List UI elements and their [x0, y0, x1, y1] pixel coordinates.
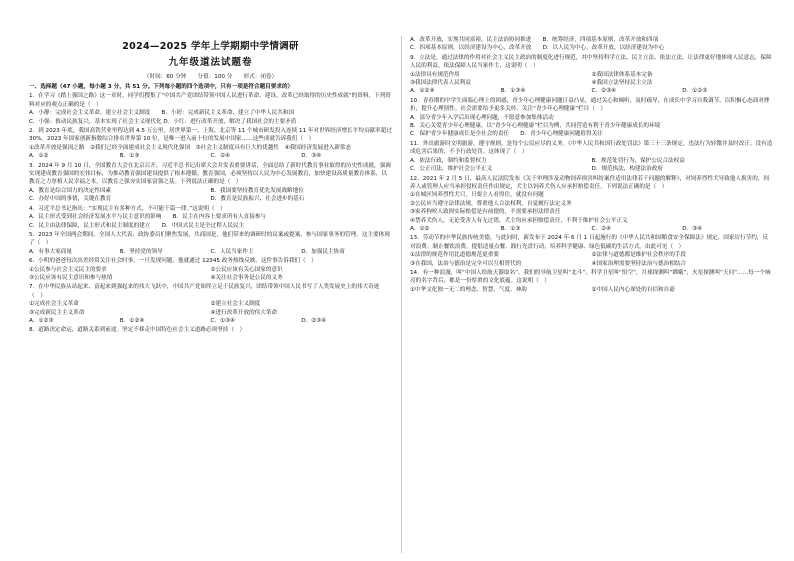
column-divider	[401, 36, 402, 553]
option-item: ②我国法律体系基本完备	[591, 71, 653, 78]
option-row	[29, 187, 392, 195]
exam-subtitle: 九年级道法试题卷	[168, 57, 253, 68]
option-item: ①完成社会主义革命	[29, 301, 79, 308]
option-item: ②公民应该有关心国家的意识	[210, 266, 283, 273]
text-line: ②公民应当遵守法律法规，尊重他人合法权利，自觉履行法定义务	[410, 200, 572, 207]
option-item: ①法律的规范作用比道德规范更重要	[410, 252, 499, 259]
option-item: D．②③④	[301, 317, 327, 324]
text-line: B．关心关爱青少年心理健康，以“青少年心理健康”栏目为例，共同营造有利于青少年健康成长的环境	[410, 123, 661, 130]
text-line: ③家养狗咬人致损实际赔偿是有前提的，不需要承担法律责任	[410, 209, 561, 216]
option-row	[410, 225, 773, 233]
option-item: ①公民参与社会主义民主的要求	[29, 266, 107, 273]
right-column	[410, 36, 773, 555]
option-item: ④关注社会事务是公民的义务	[210, 274, 283, 281]
option-item: B．规范处罚行为，保护公民合法权益	[591, 157, 685, 164]
text-line: ④禁养犬伤人，无论受害人有无过错，犬主均应承担赔偿责任，不利于维护社会公平正义	[410, 217, 628, 224]
option-item: ①法律具有规范作用	[410, 71, 460, 78]
option-item: ②中国人民内心深处的自信和自豪	[591, 286, 675, 293]
option-item: ④进行改革开放的伟大革命	[210, 309, 278, 316]
text-line: 6．小明的爸爸每次出差经常关注社会时事，一旦发现问题，他就通过 12345 政务热线反映。这件事告诉我们（ ）	[29, 258, 317, 265]
option-row	[29, 309, 392, 317]
option-row	[29, 195, 392, 203]
option-item: ①中华文化独一无二的理念、智慧、气度、神韵	[410, 286, 527, 293]
option-item: B．我国要坚持教育优先发展战略地位	[210, 187, 304, 194]
option-item: D．教育是民族振兴、社会进步的基石	[210, 196, 305, 203]
option-item: C．①③④	[210, 317, 236, 324]
text-line: C．保护青少年健康成长是全社会的责任 D．青少年心理健康问题值得关注	[410, 131, 603, 138]
option-item: A．依法行政，制约和监督权力	[410, 157, 487, 164]
option-row	[410, 87, 773, 95]
option-item: D．①②③	[682, 88, 708, 95]
option-item: B．坚持党的领导	[119, 248, 163, 255]
option-item: D．加强民主协商	[301, 248, 345, 255]
text-line: 3．2024 年 9 月 10 日，全国教育大会在北京召开，习近平总书记出席大会并发表重要讲话，全面总结了新时代教育事业取得的历史性成就，强调实现建成教育强国的宏伟目标，为推动教育强国建设提供了根本遵循。教育强国，必须坚持以人民为中心发展教育，加快建设高质量教育体系，以教育之力厚植人民幸福之本，以教育之强夯实国家富强之基。下列说法正确的是（ ）	[29, 162, 391, 186]
option-row	[29, 248, 392, 256]
option-item: D．③④	[301, 153, 322, 160]
option-item: D．规范执法，构建法治政府	[591, 166, 663, 173]
left-column	[29, 36, 392, 555]
text-line: 11．外出旅游时文明旅游，遵守规则，是每个公民应尽的义务。《中华人民共和国行政处罚法》第三十三条规定，违法行为轻微并及时改正，没有造成危害后果的，不予行政处罚。这体现了（ ）	[410, 140, 773, 156]
text-line: ①改革开放是强国之路 ②我们已经全面建成社会主义现代化强国 ③社会主义制度具有巨大的优越性 ④我国经济发展进入新常态	[29, 144, 352, 151]
option-item: C．②④	[210, 153, 231, 160]
text-line: A．部分青少年入学后出现心理问题，不愿意参加集体活动	[410, 114, 554, 121]
text-line: 2．到 2023 年底，我国高铁营业里程达到 4.5 万公里，居世界第一。上海、北京等 11 个城市研发投入连续 11 年对世界经济增长平均贡献率超过 30%。2023 年国家创新指数综合排名世界第 10 位，是唯一进入前十位的发展中国家……这些成就告诉我们（ ）	[29, 128, 392, 143]
option-row	[410, 251, 773, 259]
option-item: A．①②④	[410, 88, 435, 95]
text-line: 14．有一种浪漫，叫“中国人给航天器取名”。我们的导航卫星叫“北斗”，科学卫星叫“悟空”，月球探测叫“嫦娥”，火星探测叫“天问”……每一个响亮的名字背后，都是一份厚重的文化底蕴。这说明（ ）	[410, 269, 771, 285]
option-item: ③在我国，法治与德治是完全可以互相替代的	[410, 260, 522, 267]
option-item: B．①③	[119, 153, 140, 160]
option-item: B．①③④	[500, 88, 526, 95]
option-item: ②法律与道德都是维护社会秩序的手段	[591, 252, 687, 259]
option-row	[29, 317, 392, 325]
text-line: C．小强：推动民族复兴，基本实现了社会主义现代化 D．小红：进行改革开放，解决了我国社会的主要矛盾	[29, 118, 297, 125]
exam-meta: （时间：60 分钟 分值：100 分 形式：闭卷）	[143, 74, 278, 80]
text-line: ①在城区饲养烈性犬只，只要主人看得住，就没有问题	[410, 192, 544, 199]
option-item: ③我国法律代表人民利益	[410, 80, 471, 87]
text-line: 5．2023 年全国两会期间，全国人大代表、政协委员们聚焦发展，共商国是，他们带来的调研时的议案或提案，参与国家事务的管理。这主要体现了（ ）	[29, 231, 390, 247]
option-item: C．②④	[591, 225, 612, 232]
option-row	[410, 157, 773, 165]
option-item: ③完成新民主主义革命	[29, 309, 85, 316]
text-line: C．四项基本原则，以经济建设为中心，改革开放 D．以人民为中心，改革开放，以经济建设为中心	[410, 45, 665, 52]
text-line: A．小静：完成社会主义革命，建立社会主义制度 B．小婷：完成新民主义革命，建立了中华人民共和国	[29, 110, 294, 117]
option-row	[410, 260, 773, 268]
text-line: C．民主由法律保障，民主形式和民主制度的建立 D．中国式民主是全过程人民民主	[29, 222, 245, 229]
text-line: 一、选择题（47 小题，每小题 3 分，共 51 分。下列每小题的四个选项中，只有一项是符合题目要求的）	[29, 84, 294, 90]
text-line: 9．立法是，通过法律的作用对社会主义民主政治的制度化进行规范，其中坚持科学立法、民主立法、依法立法，让法律更好地体现人民意志，保障人民的利益，依法保障人民当家作主，这说明（ ）	[410, 54, 772, 70]
option-row	[29, 152, 392, 160]
text-line: 1．在学习《踏上强国之路》这一章时，同学们搜集了“中国共产党团结带领中国人民进行革命、建设、改革已经取得的历史性成就”的资料，下列资料对应的观点正确的是（ ）	[29, 93, 391, 108]
option-row	[29, 274, 392, 282]
exam-title: 2024—2025 学年上学期期中学情调研	[122, 41, 299, 52]
text-line: 10．青春期的中学生面临心理上的困惑，青少年心理健康问题日益凸显，通过关心和倾听，及时疏导，在成长中学习自我调节，以积极心态面对挫折，提升心理韧性。社会需要给予更多关怀，关注“青少年心理健康”栏目（ ）	[410, 97, 770, 113]
text-line: 13．劳动节的中华民族传统美德，与此同时，新发布于 2024 年 6 月 1 日起施行的《中华人民共和国粮食安全保障法》规定，国家厉行节约，反对浪费。制止餐饮浪费，提倡适量点餐、践行光盘行动，培养科学健康、绿色低碳的生活方式。由此可见（ ）	[410, 235, 768, 250]
option-item: C．办好中国的事情，关键在教育	[29, 196, 112, 203]
option-row	[29, 266, 392, 274]
option-item: ②建立社会主义制度	[210, 301, 261, 308]
option-row	[29, 300, 392, 308]
option-item: A．教育是综合国力的决定性因素	[29, 187, 112, 194]
option-item: ④我国立法坚持民主立法	[591, 80, 653, 87]
option-row	[410, 71, 773, 79]
option-row	[410, 165, 773, 173]
option-item: A．有事大家商量	[29, 248, 72, 255]
option-row	[410, 79, 773, 87]
option-item: A．①②	[29, 153, 49, 160]
option-item: C．人民当家作主	[210, 248, 254, 255]
option-item: B．①②④	[119, 317, 145, 324]
option-item: ④国家治理需要坚持法治与德治相结合	[591, 260, 687, 267]
text-line: A．民主形式受到社会经济发展水平与民主意识的影响 B．民主在内容上要求所有人直接参与	[29, 214, 267, 221]
option-item: ③公民应该有民主意识和参与热情	[29, 274, 113, 281]
option-item: C．②③④	[591, 88, 617, 95]
text-line: 4．习近平总书记指出：“实现民主有多种方式，不可能千篇一律。”这说明（ ）	[29, 205, 226, 212]
text-line: 8．道路决定命运，道路关系到前途。坚定不移走中国特色社会主义道路必须坚持（ ）	[29, 327, 246, 334]
option-item: C．公正司法，维护社会公平正义	[410, 166, 493, 173]
option-item: A．①②	[410, 225, 430, 232]
text-line: 7．在中华民族从站起来、富起来到强起来的伟大飞跃中，中国共产党始终立足于民族复兴，团结带领中国人民书写了人类发展史上的伟大奇迹（ ）	[29, 284, 380, 299]
option-item: B．①③	[500, 225, 521, 232]
text-line: 12．2021 年 2 月 5 日，最高人民法院发布《关于审理涉及动物饲养损害纠纷案件适用法律若干问题的解释》，对饲养烈性犬导致他人损害的，饲养人或管理人应当承担侵权责任作出规定，犬主以饲养犬伤人应承担赔偿责任。下列说法正确的是（ ）	[410, 175, 770, 190]
option-item: D．③④	[682, 225, 703, 232]
text-line: A．改革开放，实现共同富裕，民主法治协同推进 B．统筹经济，四项基本原则，改革开放和四项	[410, 37, 659, 43]
option-item: A．①②③	[29, 317, 54, 324]
option-row	[410, 286, 773, 294]
